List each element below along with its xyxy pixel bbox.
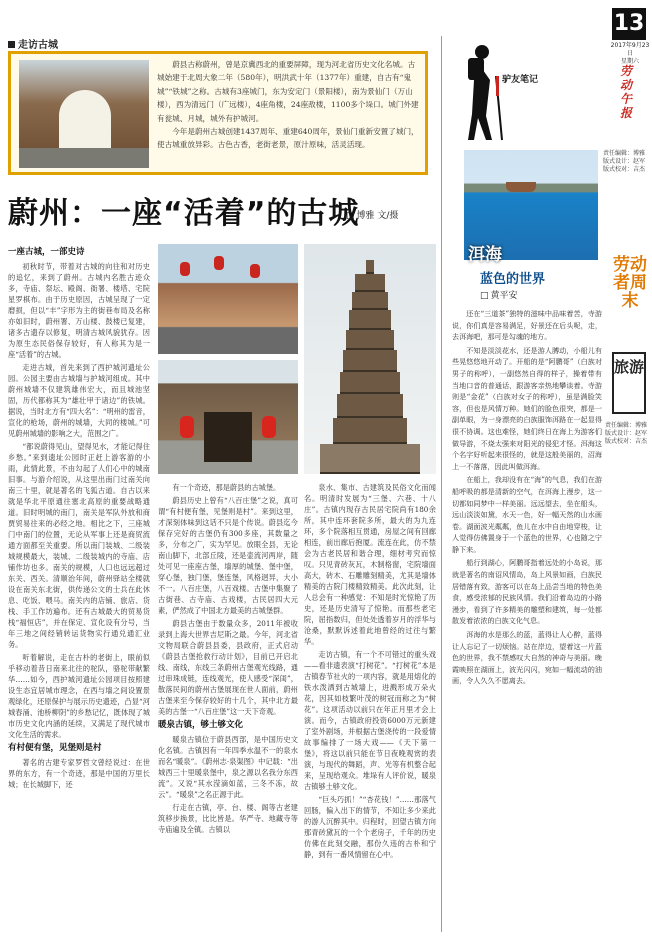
article-paragraph: 蔚县历史上曾有“八百庄堡”之说，真可谓“有村便有堡，见堡则是村”。来到这里，才深刻体味到这话不只是个传说。蔚县迄今保存完好的古堡仍有300多座，其数量之多，分布之广，实为罕见。放眼全县，无论南山脚下，北部丘陵，还是壶流河两岸，随处可见一座座古堡，墙厚的城堡、堡中堡，穿心堡，独门堡，堡连堡，风格迥异，大小不一。八百庄堡，八百戏楼。古堡中集聚了古街巷、古寺庙、古戏楼，古民居四大元素，俨然成了中国北方最美的古城堡群。 (158, 496, 298, 615)
essay-paragraph: 船行到湖心，阿鹏哥指着远处的小岛说，那就是著名的南诏风情岛，岛上风景如画，白族民居错落有致，游客可以在岛上品尝当地的特色美食，感受浓郁的民族风情。我们沿着岛边的小路漫步，看到了许多精美的雕塑和建筑，每一处都散发着浓浓的白族文化气息。 (452, 558, 602, 626)
gate-photo (158, 360, 298, 474)
travel-tag: 旅游 (612, 352, 646, 414)
lantern-icon (180, 416, 194, 438)
essay-byline: □ 黄平安 (480, 288, 518, 301)
credits-block (605, 422, 649, 446)
column-divider (441, 36, 442, 932)
article-paragraph: 泉水、集市、古建筑及民俗文化而闻名。明清时发展为“三堡、六巷、十八庄”。古镇内现存古民居宅院尚有180余所，其中连环套院多所，最大的为九连环，多个院落相互贯通，房屋之间有回廊相连，前出廊后抱厦。流连在此，仿不禁会为古老民居和谐合理，细材考究而惊叹。只见青砖灰瓦，木制格窗，宅院墙面高大，砖木、石雕雕刻精美，尤其是墙体精美的古院门楼精致精美。此次此刻，让人总会有一种感觉：不知是时光惊艳了历史，还是历史清写了惊艳。而那些老宅院，屈指数归，但处处透着岁月的浮华与沧桑，默默诉述着此地曾经的过往与繁华。 (304, 483, 436, 646)
essay-paragraph: 还在“三道茶”独特的滋味中品味着苦，寺游说，你们真是容易满足，好景还在后头呢，走，去洱海吧，那可是勾魂的地方。 (452, 309, 602, 342)
gate-door (204, 412, 252, 462)
article-column-1 (8, 244, 150, 930)
intro-text (157, 58, 419, 152)
article-paragraph: 初秋时节，带着对古城的向往和对历史的追忆，来到了蔚州。古城内名胜古迹众多，寺庙、祭坛、殿阁、衙署、楼塔、宅院星罗棋布。由于历史原因，古城呈现了一定磨损，但以“丰”字形为主的街巷布局及名称亦如旧时，蔚州署、万山楼、鼓楼已复建，诸多古遗存以修复，明清古城风貌犹存。因为原生态民俗保存较好，有人称其为是一座“活着”的古城。 (8, 262, 150, 359)
credits-block (603, 150, 651, 174)
credit-line: 版式设计：赵军 (603, 158, 646, 165)
page-number: 13 (612, 8, 646, 40)
article-headline: 蔚州：一座“活着”的古城 (8, 196, 360, 231)
article-paragraph: 走进古城，首先来到了西护城河遗址公园。公园主要由古城墙与护城河组成。其中蔚州城墙不仅建筑雄伟宏大，而且城池坚固，历代都称其为“雄壮甲于诸边”的铁城。据说，当时北方有“四大名”：“明州的雷音，宣化的枪场，蔚州的城墙，大同的楼城。”可见蔚州城墙的影响之大，范围之广。 (8, 363, 150, 438)
article-paragraph: 暖泉古镇位于蔚县西部，是中国历史文化名镇。古镇因有一年四季水温不一的泉水而名“暖泉”。《蔚州志·泉渠图》中记载：“出城西三十里暖泉堡中，泉之源以名我分东西流”。又说“其水滢滴如蓝，三冬不冻，故云”。“暖泉”之名正源于此。 (158, 735, 298, 799)
hiker-icon (450, 36, 510, 146)
article-paragraph: 走访古镇，有一个不可错过的重头戏——看非遗表演“打树花”。“打树花”本是古镇春节社火的一项内容，就是用熔化的铁水泼洒到古城墙上，进溅形成万朵火花，因其如枝繁叶茂的树冠而称之为“树花”。这项活动以前只在年正月里才会上演。而今，古镇政府投资6000万元新建了室外剧场，并根据古堡浇传的一段爱情故事编排了一场大戏——《天下第一堡》，将这以前只能在节日夜晚观赏的表演，与现代的舞蹈，声、光等有机整合起来，呈现给观众。堆垛有人评价说，暖泉古镇够土够文化。 (304, 650, 436, 791)
lantern-icon (180, 262, 190, 276)
dateline (610, 42, 650, 66)
weekday-text: 星期六 (620, 58, 639, 65)
pagoda-tier (352, 292, 388, 310)
article-paragraph: “都说蔚得见山，望得见水，才能记得住乡愁。”来到遗址公园时正赶上游客游的小雨，此情此景，不由勾起了人们心中的城南旧事。与游介绍说，从这里出南门过南关向南三十里，就是著名的飞狐古道。自古以来就是华北平原通往塞北高原的重要战略通道。旧时明城的南门，南关是军队外放和商贾贸易往来的必经之地。相比之下，三座城门中南门的位置，无论从军事上还是商贸流通方面都至关重要。所以南门装城、二级装城规模最大，装城、二级装城内的寺庙、店铺作坊也多。南关的规模，人口也远远超过东关、西关。清顺治年间，蔚州驿站全楼就设在南关东北街，供传递公文的士兵在此休息、吃饭、喂马。南关内的店铺、旅店、货栈、手工作坊遍布。还有古城最大的贸易货栈“福恒店”，并在保定、宣化设有分号，当年三地之间经销转运货物实行通兑通汇业务。 (8, 442, 150, 649)
credit-line: 版式设计：赵军 (605, 430, 648, 437)
credit-line: 版式校对：吉杰 (603, 166, 646, 173)
article-column-3 (304, 482, 436, 930)
date-text: 2017年9月23日 (610, 42, 650, 57)
pagoda-base (320, 444, 420, 474)
essay-paragraph: 不知是淡淡花水，还是游人膊动，小船儿有些晃悠悠地开动了。开船的是“阿鹏哥”（白族对男子的称呼），一副悠然自得的样子，操着带有当地口音的普通话，跟游客亲热地攀谈着。寺游则是“金花”（白族对女子的称呼），虽是满脸笑容，但也是风情万种。她们的脸色很突，都是一副单眼，为一身漂亮的白族服饰洱路在一起显得很不协调。这也难怪，她们终日在海上为游客们做导游，不烧太强来对阳光的侵犯才怪。洱海这个名字好听起来很怪的，就是这般美丽的，沼海上一不落落，因此叫做洱海。 (452, 345, 602, 471)
gate-arch (59, 90, 111, 150)
article-paragraph: 有一个奇迹，那是蔚县的古城堡。 (172, 483, 281, 492)
pagoda-tier (346, 330, 394, 350)
intro-paragraph: 蔚县古称蔚州，曾是京冀西北的重要屏障，现为河北省历史文化名城。古城始建于北周大象二年（580年），明洪武十年（1377年）重建，自古有“鬼城”“铁城”之称。古城有3座城门，东为安定门（景阳楼），南为景仙门（万山楼），西为清远门（广远楼），4座角楼，24座敌楼，1100多个垛口。城门外建有瓮城、月城，城外有护城河。 (157, 60, 419, 123)
essay-paragraph: 在船上，我却没有在“海”的气息，我们在游船呼吸的都是清新的空气，在洱海上漫步，这一切都如同梦中一样美丽。远远望去，坐在船头，远山淡淡如黛，水天一色，好一幅天然的山水画卷。湖面波光粼粼，鱼儿在水中自由地穿梭，让人觉得仿佛置身于一个蓝色的世界，心也随之宁静下来。 (452, 475, 602, 554)
article-paragraph: 著名的古建专家罗哲文曾经说过：在世界的东方，有一个奇迹，那是中国的万里长城；在长城脚下，还 (8, 758, 150, 789)
article-column-2 (158, 482, 298, 930)
masthead: 劳动午报 (620, 64, 633, 120)
article-paragraph: 听着解说，走在古朴的老街上，眼前似乎移动着昔日南来北往的驼队，骆驼带献繁华……如今，西护城河遗址公园项目按照建设生态宜居城市理念，在西与墙之间设置景观绿化，还原保护与展示历史遗迹，凸显“河城春涌、池桥柳阴”的乡愁记忆，既体现了城市历史文化内涵的延续，又满足了现代城市文化生活的需求。 (8, 653, 150, 739)
pagoda-tier (333, 418, 407, 444)
lantern-icon (250, 264, 260, 278)
essay-body (452, 308, 602, 930)
lantern-icon (262, 416, 276, 438)
intro-box (8, 51, 428, 175)
essay-paragraph: 洱海的水是那么的蓝，蓝得让人心醉，蓝得让人忘记了一切烦恼。站在岸边，望着这一片蓝色的世界，我不禁感叹大自然的神奇与美丽。晚霞映照在湖面上，波光闪闪，宛如一幅流动的油画，令人久久不愿离去。 (452, 630, 602, 686)
credit-line: 版式校对：吉杰 (605, 438, 648, 445)
pagoda-tier (343, 350, 397, 372)
column-title-text: 驴友笔记 (502, 75, 539, 85)
article-paragraph: 蔚县古堡由于数量众多，2011年被收录到上海大世界吉尼斯之最。今年，河北省文物局联合蔚县县委，县政府，正式启动《蔚县古堡抢救行动计划》，目前已开启北线、南线，东线三条蔚州古堡观光线路，通过串珠成链，连线观光，使人感受“深闺”，散落民间的蔚州古堡展现在世人面前，蔚州古堡来至今保存较好的十几个，其中北方最美的古堡一“八百庄堡”这一天下奇观。 (158, 619, 298, 716)
city-gate-photo (19, 60, 149, 168)
article-paragraph: “巨头巧抓！”“杏花钱！”……那落气回肠，偏入出下的情节，不知让多少来此的游人沉醉其中。归程时，回望古镇方向那青砖黛瓦的一个个老房子，千年的历史仿佛在此刻交融，那份久违的古朴和宁静，到有一番风情留在心中。 (304, 795, 436, 859)
subheading: 有村便有堡，见堡则是村 (8, 743, 102, 753)
pagoda-photo (304, 244, 436, 474)
credit-line: 责任编辑：博雅 (605, 422, 648, 429)
article-paragraph: 行走在古镇，亭、台、楼、阁等古老建筑移步换景，比比皆是。华严寺、地藏寺等寺庙遍及全镇。古镇以 (158, 803, 298, 834)
subheading: 一座古城，一部史诗 (8, 247, 85, 257)
section-label: 走访古城 (8, 36, 58, 51)
pagoda-tier (337, 394, 403, 418)
column-title (502, 74, 538, 86)
gate-road (19, 148, 149, 168)
pagoda-tier (340, 372, 400, 394)
subheading: 暖泉古镇，够土够文化 (158, 720, 244, 730)
essay-title: 蓝色的世界 (480, 272, 546, 287)
boat-shape (506, 182, 536, 192)
lantern-icon (214, 256, 224, 270)
article-byline: □ 博雅 文/摄 (346, 208, 398, 221)
photo-label: 洱海 (468, 245, 502, 265)
pagoda-tier (355, 274, 385, 292)
section-title: 劳动者周末 (613, 255, 647, 311)
pagoda-tier (349, 310, 391, 330)
intro-paragraph: 今年是蔚州古城创建1437周年、重建640周年，景仙门重新安置了城门，使古城重放异彩。古色古香，老街老景，原汁原味，活灵活现。 (157, 127, 419, 150)
street-photo (158, 244, 298, 354)
pagoda-spire (366, 260, 374, 274)
credit-line: 责任编辑：博雅 (603, 150, 646, 157)
